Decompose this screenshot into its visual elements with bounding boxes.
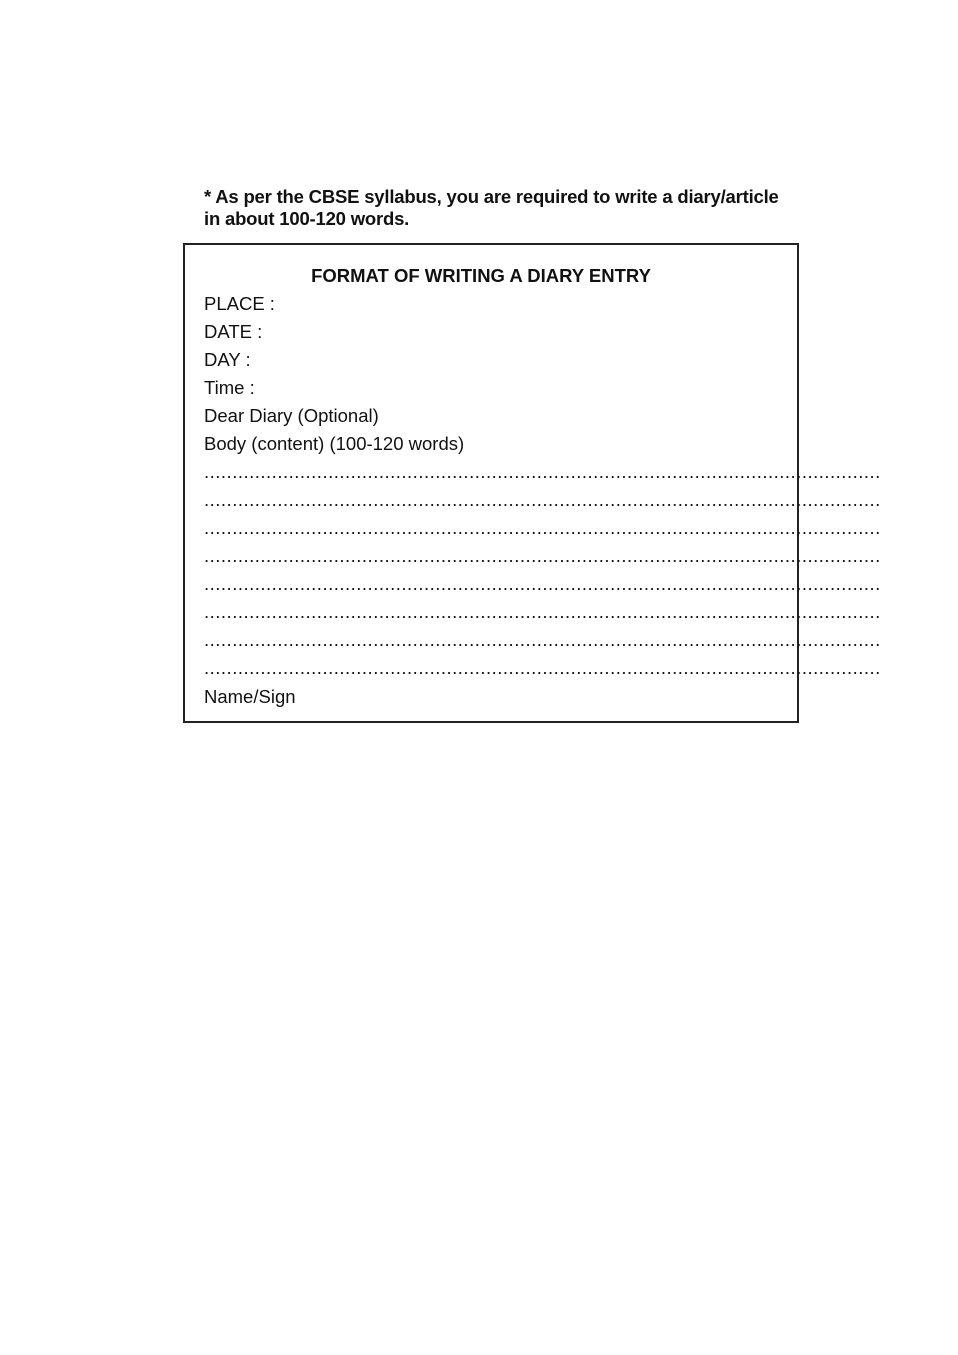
dotted-line: ........................................................................................................................	[204, 461, 881, 482]
cbse-instruction-note	[204, 186, 804, 230]
instruction-line-1: * As per the CBSE syllabus, you are required to write a diary/article	[204, 186, 779, 207]
body-label: Body (content) (100-120 words)	[204, 433, 465, 454]
dotted-line: ........................................................................................................................	[204, 517, 881, 538]
date-field: DATE :	[204, 321, 263, 342]
dotted-line: ........................................................................................................................	[204, 657, 881, 678]
dotted-line: ........................................................................................................................	[204, 489, 881, 510]
dotted-line: ........................................................................................................................	[204, 629, 881, 650]
format-title: FORMAT OF WRITING A DIARY ENTRY	[311, 265, 651, 286]
day-field: DAY :	[204, 349, 251, 370]
dotted-line: ........................................................................................................................	[204, 545, 881, 566]
dotted-line: ........................................................................................................................	[204, 573, 881, 594]
time-field: Time :	[204, 377, 255, 398]
salutation-field: Dear Diary (Optional)	[204, 405, 379, 426]
dotted-line: ........................................................................................................................	[204, 601, 881, 622]
place-field: PLACE :	[204, 293, 275, 314]
signature-field: Name/Sign	[204, 686, 296, 707]
diary-format-box	[183, 243, 881, 723]
instruction-line-2: in about 100-120 words.	[204, 208, 410, 229]
